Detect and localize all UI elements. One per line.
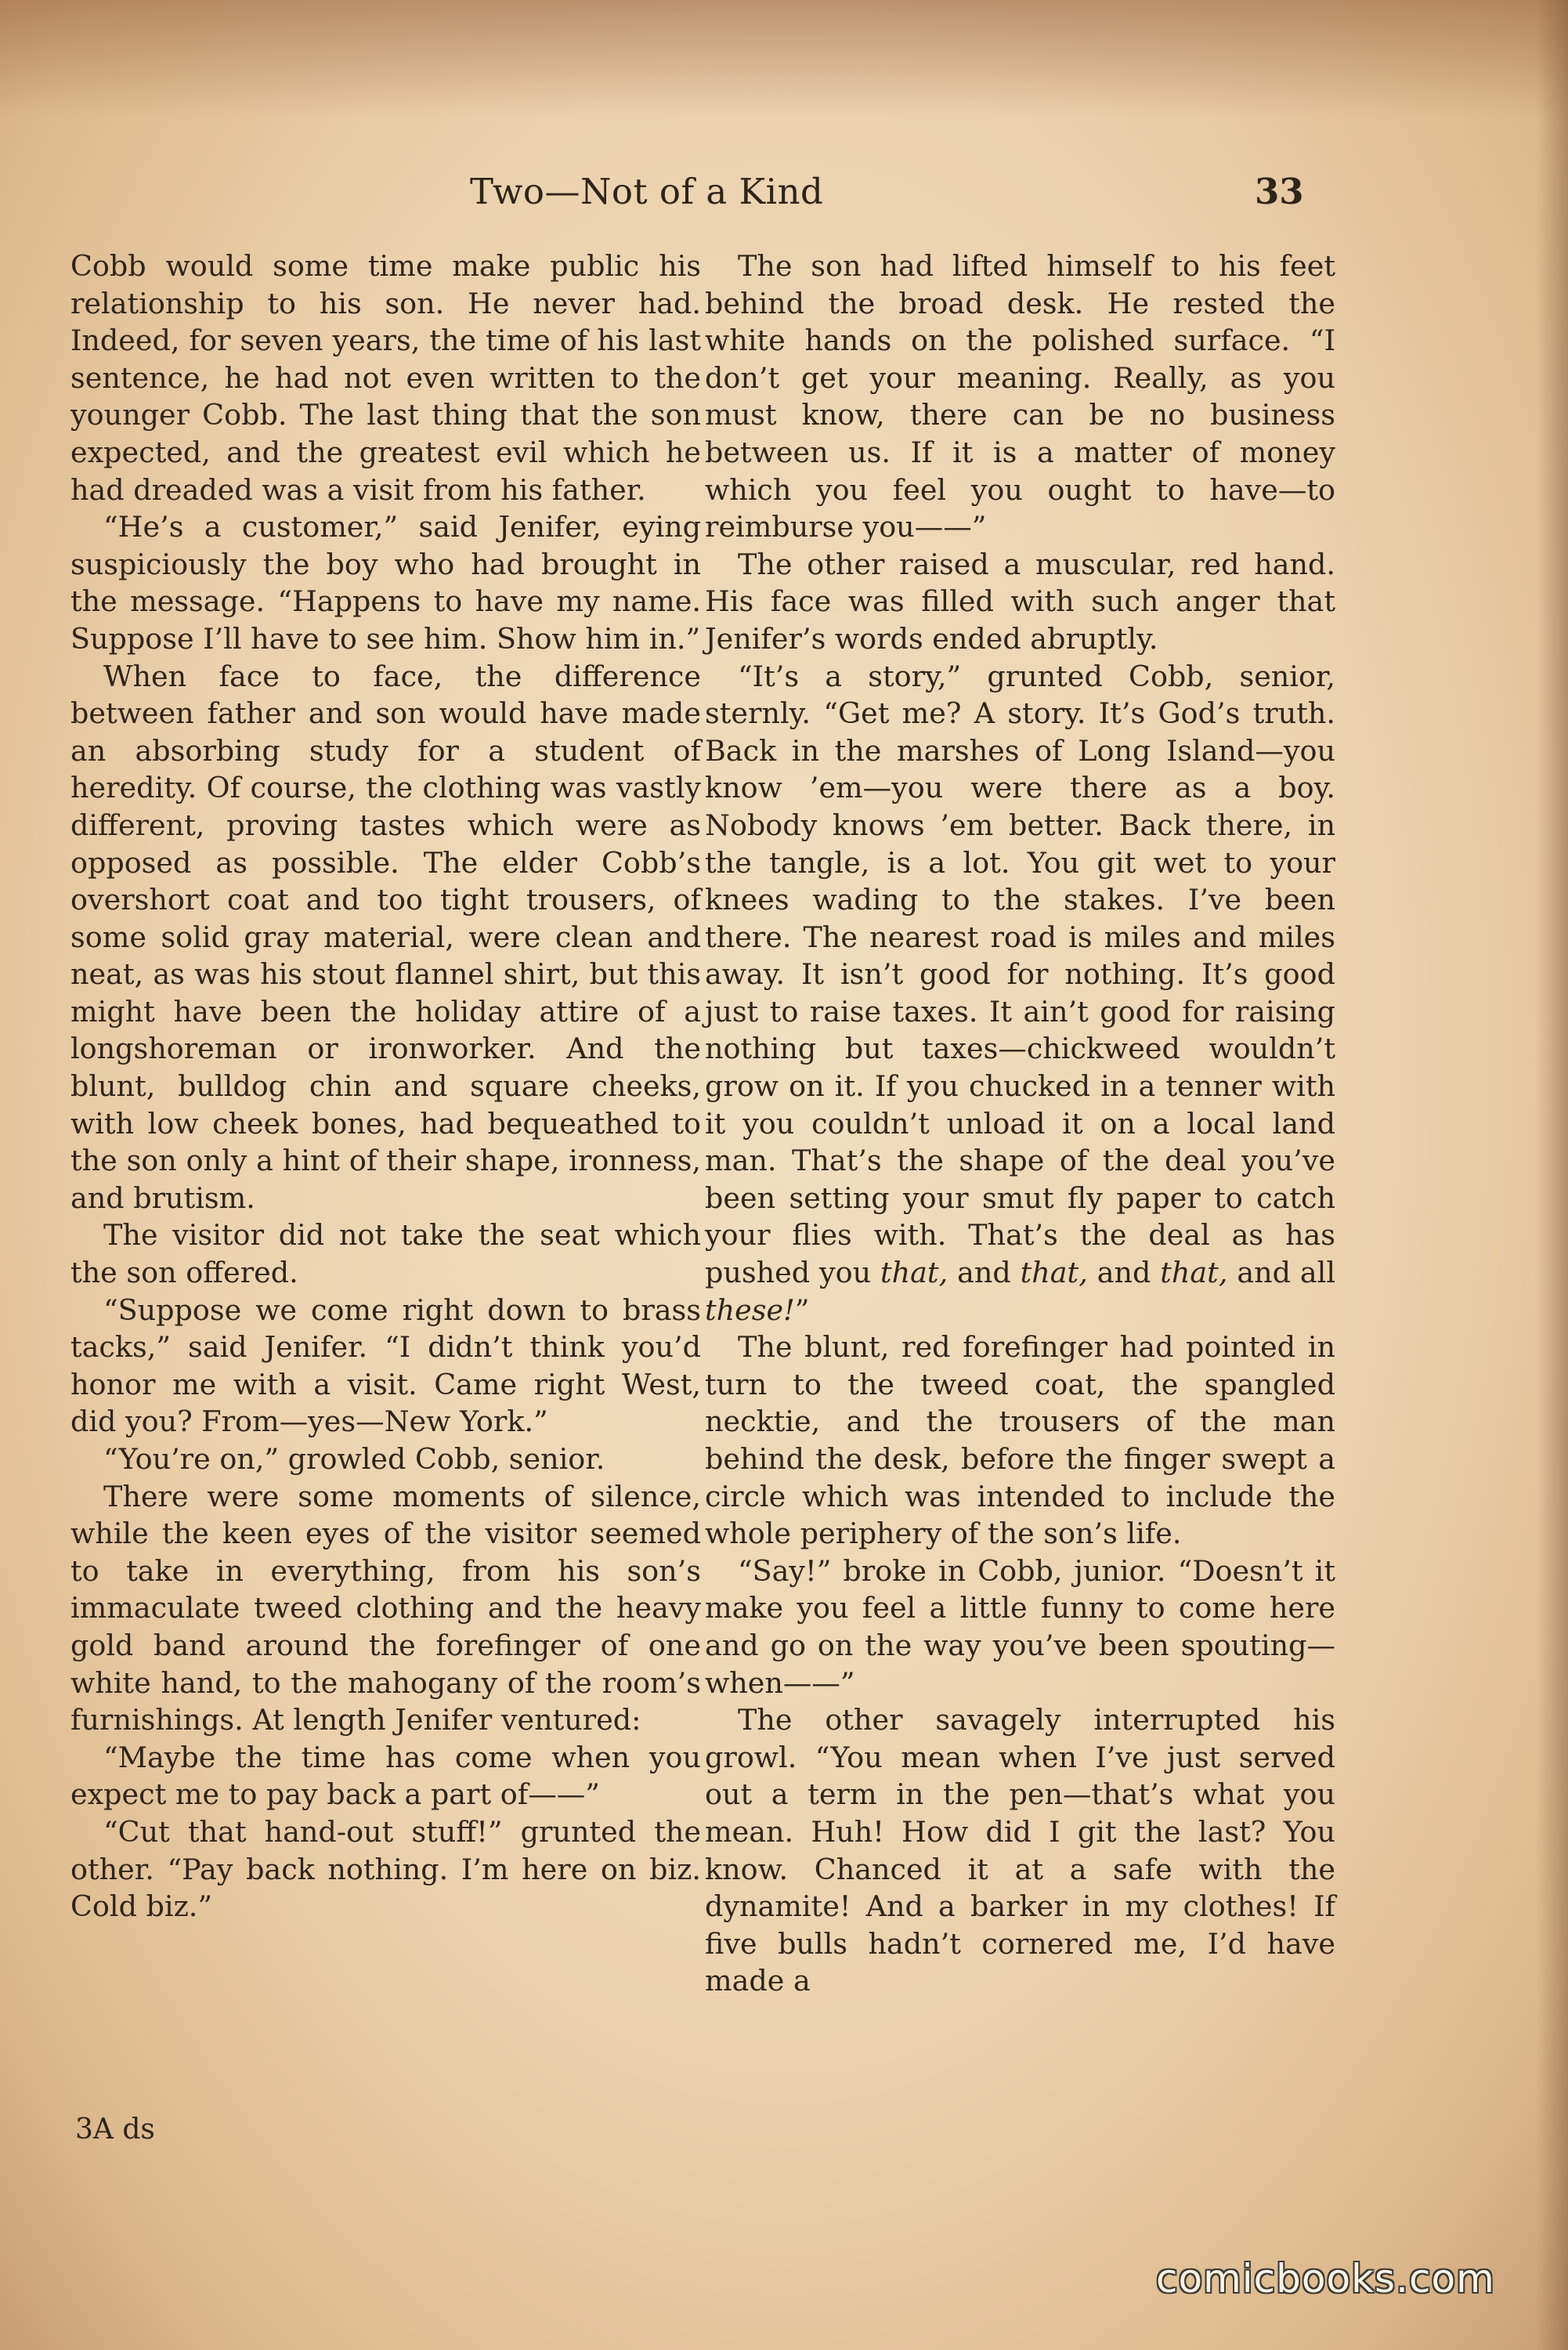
paragraph: “Cut that hand-out stuff!” grunted the other. “Pay back nothing. I’m here on biz. Cold biz.” xyxy=(70,1814,701,1924)
page-number: 33 xyxy=(1255,171,1304,212)
paragraph-text: ” xyxy=(794,1292,810,1327)
paragraph xyxy=(705,658,1335,1329)
paragraph: The son had lifted himself to his feet behind the broad desk. He rested the white hands on the polished surface. “I don’t get your meaning. Really, as you must know, there can be no business between us. If it is a matter of money which you feel you ought to have—to reimburse you——” xyxy=(705,249,1335,544)
left-column xyxy=(70,248,701,1925)
paragraph: The other savagely interrupted his growl. “You mean when I’ve just served out a term in the pen—that’s what you mean. Huh! How did I git the last? You know. Chanced it at a safe with the dynamite! And a barker in my clothes! If five bulls hadn’t cornered me, I’d have made a xyxy=(705,1703,1335,1998)
paragraph: “He’s a customer,” said Jenifer, eying suspiciously the boy who had brought in the message. “Happens to have my name. Suppose I’ll have to see him. Show him in.” xyxy=(70,510,701,656)
watermark: comicbooks.com xyxy=(1156,2256,1495,2301)
paragraph: The blunt, red forefinger had pointed in turn to the tweed coat, the spangled necktie, and the trousers of the man behind the desk, before the finger swept a circle which was intended to include the whole periphery of the son’s life. xyxy=(705,1330,1335,1551)
paragraph-text: and xyxy=(1087,1256,1161,1290)
paragraph: “Maybe the time has come when you expect me to pay back a part of——” xyxy=(70,1740,701,1812)
paragraph: The visitor did not take the seat which the son offered. xyxy=(70,1218,701,1290)
emphasis: that, xyxy=(1020,1256,1088,1290)
paragraph: Cobb would some time make public his relationship to his son. He never had. Indeed, for seven years, the time of his last sentence, he had not even written to the younger Cobb. The last thing that the son expected, and the greatest evil which he had dreaded was a visit from his father. xyxy=(70,249,701,507)
right-column xyxy=(705,248,1335,2000)
page-shading-top xyxy=(0,0,1568,118)
emphasis: that, xyxy=(1160,1256,1228,1290)
paragraph: “Say!” broke in Cobb, junior. “Doesn’t it make you feel a little funny to come here and go on the way you’ve been spouting—when——” xyxy=(705,1553,1335,1700)
running-title: Two—Not of a Kind xyxy=(470,171,824,212)
paragraph: The other raised a muscular, red hand. His face was filled with such anger that Jenifer’s words ended abruptly. xyxy=(705,547,1335,656)
paragraph: When face to face, the difference between father and son would have made an absorbing study for a student of heredity. Of course, the clothing was vastly different, proving tastes which were as opposed as possible. The elder Cobb’s overshort coat and too tight trousers, of some solid gray material, were clean and neat, as was his stout flannel shirt, but this might have been the holiday attire of a longshoreman or ironworker. And the blunt, bulldog chin and square cheeks, with low cheek bones, had bequeathed to the son only a hint of their shape, ironness, and brutism. xyxy=(70,659,701,1215)
page-shading-right xyxy=(1537,0,1568,2350)
printer-signature: 3A ds xyxy=(75,2113,155,2146)
paragraph-text: and all xyxy=(1227,1256,1335,1290)
paragraph-text: “It’s a story,” grunted Cobb, senior, sternly. “Get me? A story. It’s God’s truth. Back in the marshes of Long Island—you know ’em—you were there as a boy. Nobody knows ’em better. Back there, in the tangle, is a lot. You git wet to your knees wading to the stakes. I’ve been there. The nearest road is miles and miles away. It isn’t good for nothing. It’s good just to raise taxes. It ain’t good for raising nothing but taxes—chickweed wouldn’t grow on it. If you chucked in a tenner with it you couldn’t unload it on a local land man. That’s the shape of the deal you’ve been setting your smut fly paper to catch your flies with. That’s the deal as has pushed you xyxy=(705,659,1335,1290)
paragraph: There were some moments of silence, while the keen eyes of the visitor seemed to take in everything, from his son’s immaculate tweed clothing and the heavy gold band around the forefinger of one white hand, to the mahogany of the room’s furnishings. At length Jenifer ventured: xyxy=(70,1479,701,1737)
emphasis: these! xyxy=(705,1292,795,1327)
paragraph-text: and xyxy=(948,1256,1021,1290)
paragraph: “Suppose we come right down to brass tacks,” said Jenifer. “I didn’t think you’d honor me with a visit. Came right West, did you? From—yes—New York.” xyxy=(70,1292,701,1439)
page-header xyxy=(0,171,1568,218)
emphasis: that, xyxy=(880,1256,948,1290)
paragraph: “You’re on,” growled Cobb, senior. xyxy=(103,1442,605,1476)
